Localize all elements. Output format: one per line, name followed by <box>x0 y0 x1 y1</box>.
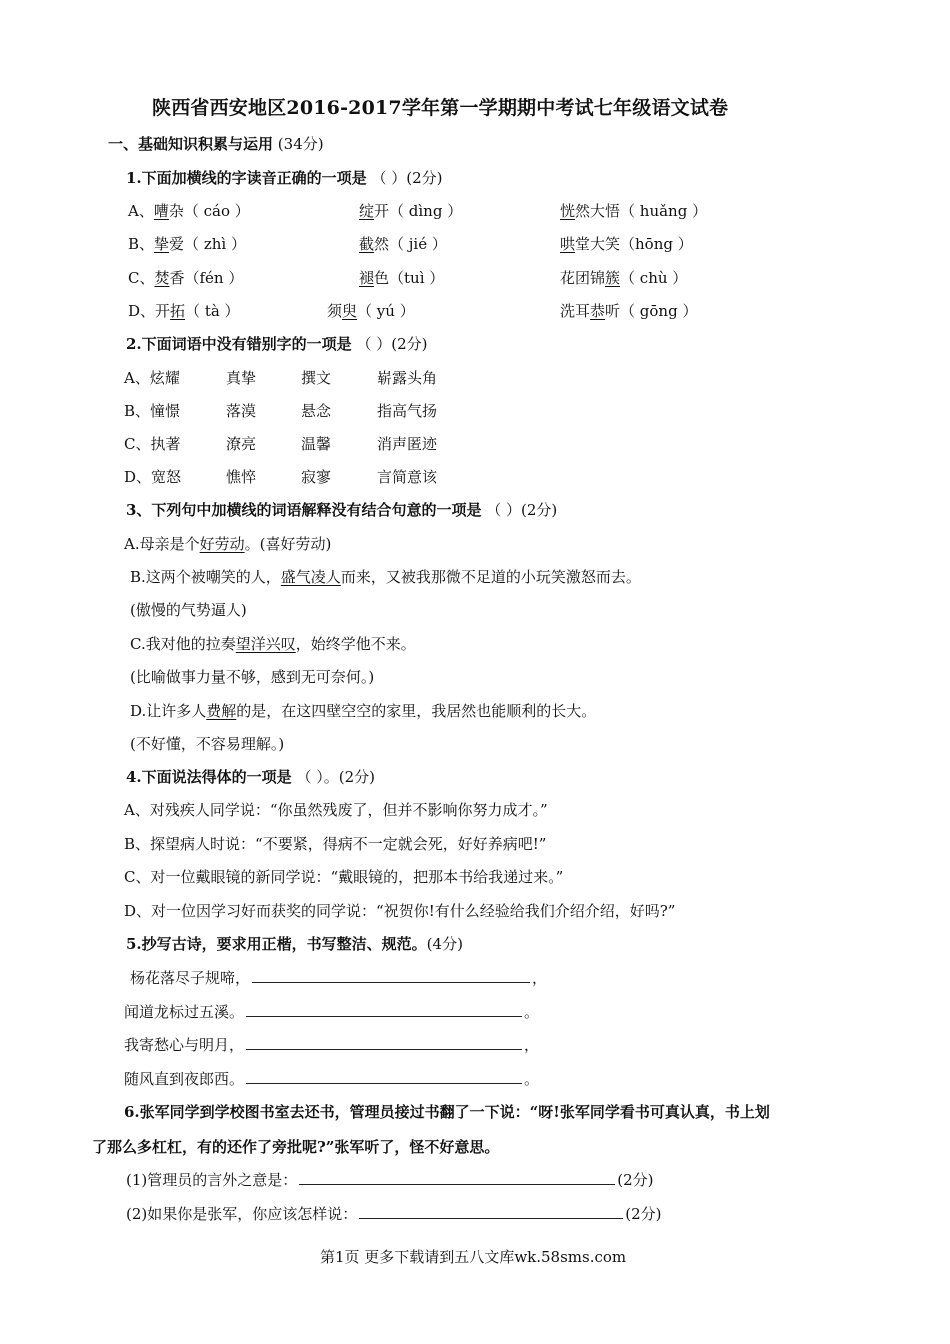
q1-option-d2: 须臾（ yú ） <box>327 302 415 320</box>
poem-line: 杨花落尽子规啼， ， <box>130 969 548 987</box>
q2-score: (2分) <box>391 335 428 353</box>
answer-blank[interactable] <box>246 1069 522 1084</box>
q4-option-a: A、对残疾人同学说：“你虽然残废了，但并不影响你努力成才。” <box>124 801 548 819</box>
answer-blank[interactable] <box>252 968 530 983</box>
answer-blank[interactable] <box>299 1170 615 1185</box>
section-heading-text: 一、基础知识积累与运用 <box>108 135 274 153</box>
answer-paren: （ ） <box>371 169 407 187</box>
question-6-stem-line1: 6.张军同学到学校图书室去还书，管理员接过书翻了一下说：“呀!张军同学看书可真认真，书上划 <box>124 1103 770 1121</box>
q2-word: 落漠 <box>226 402 257 420</box>
q2-stem-text: 2.下面词语中没有错别字的一项是 <box>126 335 352 353</box>
q2-word: 憔悴 <box>226 468 257 486</box>
poem-line: 随风直到夜郎西。 。 <box>124 1070 540 1088</box>
poem-line: 闻道龙标过五溪。 。 <box>124 1003 540 1021</box>
q1-score: (2分) <box>406 169 443 187</box>
q3-option-a: A.母亲是个好劳动。(喜好劳动) <box>124 535 332 553</box>
q2-word: 悬念 <box>301 402 332 420</box>
q2-option-label: B、憧憬 <box>124 402 181 420</box>
q1-option-d3: 洗耳恭听（ gōng ） <box>560 302 698 320</box>
q5-stem-text: 5.抄写古诗，要求用正楷，书写整洁、规范。 <box>126 935 427 953</box>
q4-option-d: D、对一位因学习好而获奖的同学说：“祝贺你!有什么经验给我们介绍介绍，好吗?” <box>124 902 676 920</box>
q5-score: (4分) <box>426 935 463 953</box>
section-score: (34分) <box>277 135 324 153</box>
q3-stem-text: 3、下列句中加横线的词语解释没有结合句意的一项是 <box>126 501 482 519</box>
q1-stem-text: 1.下面加横线的字读音正确的一项是 <box>126 169 367 187</box>
q3-option-d-note: (不好懂，不容易理解。) <box>130 735 285 753</box>
q4-stem-text: 4.下面说法得体的一项是 <box>126 768 292 786</box>
q3-option-b: B.这两个被嘲笑的人，盛气凌人而来，又被我那微不足道的小玩笑激怒而去。 <box>130 568 641 586</box>
q1-option-c1: C、焚香（fén ） <box>128 269 244 287</box>
q1-option-a2: 绽开（ dìng ） <box>359 202 463 220</box>
q2-option-label: D、宽怒 <box>124 468 182 486</box>
q2-option-label: C、执著 <box>124 435 181 453</box>
answer-paren: （ ） <box>486 501 522 519</box>
q4-score: (2分) <box>338 768 375 786</box>
question-5-stem <box>126 934 463 954</box>
q1-option-b3: 哄堂大笑（hōng ） <box>560 235 693 253</box>
page-footer: 第1页 更多下载请到五八文库wk.58sms.com <box>320 1248 627 1266</box>
q1-option-c3: 花团锦簇（ chù ） <box>560 269 688 287</box>
q2-word: 真挚 <box>226 369 257 387</box>
q1-option-a3: 恍然大悟（ huǎng ） <box>560 202 708 220</box>
q6-subquestion-1: (1)管理员的言外之意是： (2分) <box>126 1171 654 1189</box>
q1-option-c2: 褪色（tuì ） <box>359 269 445 287</box>
q3-option-d: D.让许多人费解的是，在这四壁空空的家里，我居然也能顺利的长大。 <box>130 702 597 720</box>
q3-score: (2分) <box>521 501 558 519</box>
q2-word: 潦亮 <box>226 435 257 453</box>
q1-option-b1: B、挚爱（ zhì ） <box>128 235 246 253</box>
q3-option-c-note: (比喻做事力量不够，感到无可奈何。) <box>130 668 375 686</box>
q3-option-b-note: (傲慢的气势逼人) <box>130 601 247 619</box>
answer-blank[interactable] <box>246 1002 522 1017</box>
q2-word: 消声匿迹 <box>377 435 438 453</box>
q6-subquestion-2: (2)如果你是张军，你应该怎样说： (2分) <box>126 1205 662 1223</box>
q2-word: 寂寥 <box>301 468 332 486</box>
q2-word: 撰文 <box>301 369 332 387</box>
question-4-stem <box>126 767 375 787</box>
q2-word: 指高气扬 <box>377 402 438 420</box>
page-title: 陕西省西安地区2016-2017学年第一学期期中考试七年级语文试卷 <box>152 97 729 119</box>
q1-option-b2: 截然（ jié ） <box>359 235 447 253</box>
q4-option-b: B、探望病人时说：“不要紧，得病不一定就会死，好好养病吧!” <box>124 835 547 853</box>
poem-line: 我寄愁心与明月， ， <box>124 1036 540 1054</box>
answer-paren: （ ） <box>356 335 392 353</box>
q1-option-a1: A、嘈杂（ cáo ） <box>128 202 250 220</box>
q2-option-label: A、炫耀 <box>124 369 180 387</box>
question-2-stem <box>126 334 427 354</box>
answer-blank[interactable] <box>359 1204 623 1219</box>
q2-word: 言简意该 <box>377 468 438 486</box>
section-heading <box>108 134 324 154</box>
answer-paren: （ ）。 <box>296 768 339 786</box>
q4-option-c: C、对一位戴眼镜的新同学说：“戴眼镜的，把那本书给我递过来。” <box>124 868 564 886</box>
q2-word: 崭露头角 <box>377 369 438 387</box>
q3-option-c: C.我对他的拉奏望洋兴叹，始终学他不来。 <box>130 635 416 653</box>
question-3-stem <box>126 500 557 520</box>
question-6-stem-line2: 了那么多杠杠，有的还作了旁批呢?”张军听了，怪不好意思。 <box>92 1138 500 1156</box>
answer-blank[interactable] <box>246 1035 522 1050</box>
q2-word: 温馨 <box>301 435 332 453</box>
question-1-stem <box>126 168 442 188</box>
q1-option-d1: D、开拓（ tà ） <box>128 302 240 320</box>
